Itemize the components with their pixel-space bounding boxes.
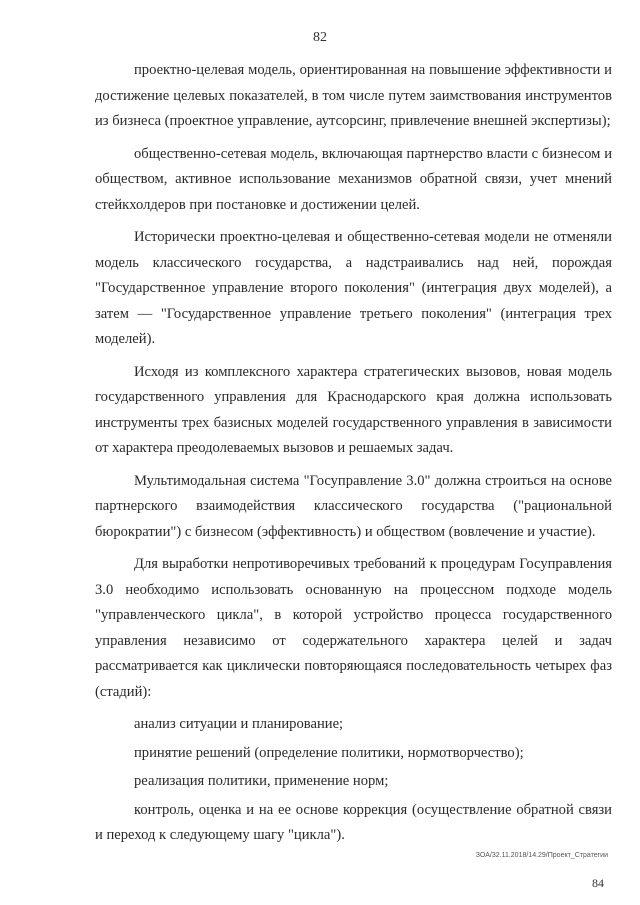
- paragraph-project-model: проектно-целевая модель, ориентированная на повышение эффективности и достижение целевых показателей, в том числе путем заимствования инструментов из бизнеса (проектное управление, аутсорсинг, привлечение внешней экспертизы);: [95, 62, 612, 129]
- paragraph-historical: Исторически проектно-целевая и общественно-сетевая модели не отменяли модель классического государства, а надстраивались над ней, порождая "Государственное управление второго поколения" (интеграция двух моделей), а затем — "Государственное управление третьего поколения" (интеграция трех моделей).: [95, 229, 612, 347]
- list-item-phase-4: контроль, оценка и на ее основе коррекция (осуществление обратной связи и переход к следующему шагу "цикла").: [95, 801, 612, 843]
- footer-file-path: ЗОА/32.11.2018/14.29/Проект_Стратегии: [475, 852, 608, 859]
- paragraph-challenges: Исходя из комплексного характера стратегических вызовов, новая модель государственного управления для Краснодарского края должна использовать инструменты трех базисных моделей государственного управления в зависимости от характера преодолеваемых вызовов и решаемых задач.: [95, 363, 612, 456]
- paragraph-network-model: общественно-сетевая модель, включающая партнерство власти с бизнесом и обществом, активное использование механизмов обратной связи, учет мнений стейкхолдеров при постановке и достижении целей.: [95, 145, 612, 213]
- paragraph-cycle: Для выработки непротиворечивых требований к процедурам Госуправления 3.0 необходимо использовать основанную на процессном подходе модель "управленческого цикла", в которой устройство процесса государственного управления независимо от содержательного характера целей и задач рассматривается как циклически повторяющаяся последовательность четырех фаз (стадий):: [95, 556, 612, 700]
- document-body: [95, 58, 612, 856]
- list-item-phase-3: реализация политики, применение норм;: [134, 773, 389, 789]
- page-number-bottom: 84: [592, 876, 604, 890]
- page-number-top: 82: [313, 30, 327, 45]
- list-item-phase-1: анализ ситуации и планирование;: [134, 716, 344, 732]
- paragraph-multimodal: Мультимодальная система "Госуправление 3.0" должна строиться на основе партнерского взаимодействия классического государства ("рациональной бюрократии") с бизнесом (эффективность) и обществом (вовлечение и участие).: [95, 472, 612, 540]
- list-item-phase-2: принятие решений (определение политики, нормотворчество);: [134, 744, 524, 761]
